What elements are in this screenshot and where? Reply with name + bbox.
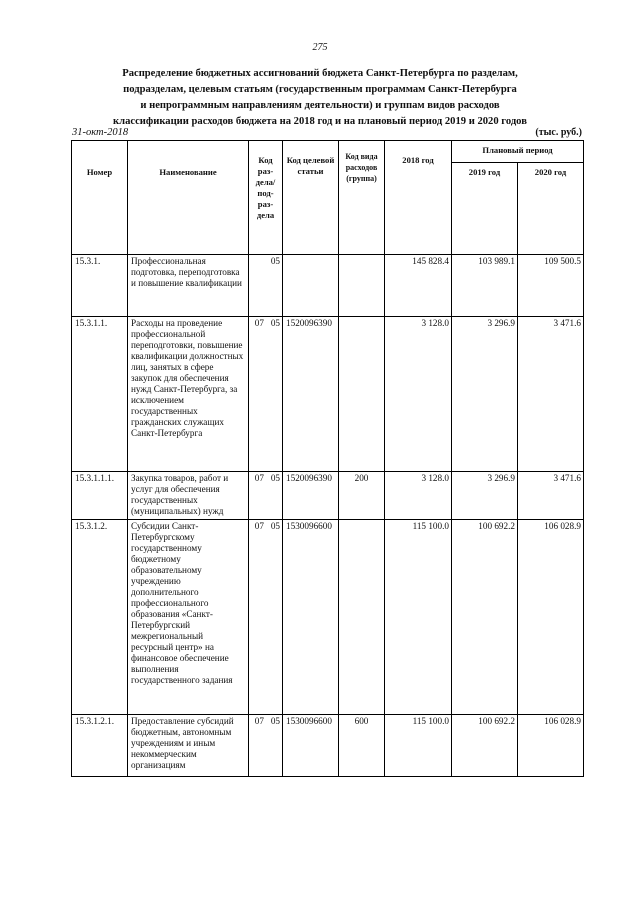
table-row — [72, 472, 584, 520]
title-line: классификации расходов бюджета на 2018 год и на плановый период 2019 и 2020 годов — [113, 116, 527, 127]
row-value-2019: 100 692.2 — [452, 715, 518, 777]
row-expense-type — [339, 520, 385, 715]
header-2018: 2018 год — [385, 141, 452, 255]
row-value-2019: 3 296.9 — [452, 317, 518, 472]
row-target-code: 1530096600 — [283, 715, 339, 777]
row-value-2018: 3 128.0 — [385, 472, 452, 520]
row-value-2020: 106 028.9 — [518, 715, 584, 777]
table-row — [72, 255, 584, 317]
row-value-2019: 103 989.1 — [452, 255, 518, 317]
header-expense-type: Код вида расходов (группа) — [339, 141, 385, 255]
row-target-code: 1520096390 — [283, 317, 339, 472]
header-2019: 2019 год — [452, 163, 518, 255]
row-number: 15.3.1.1.1. — [72, 472, 128, 520]
row-number: 15.3.1.2.1. — [72, 715, 128, 777]
row-expense-type: 200 — [339, 472, 385, 520]
row-value-2018: 115 100.0 — [385, 520, 452, 715]
title-line: подразделам, целевым статьям (государственным программам Санкт-Петербурга — [123, 84, 517, 95]
row-value-2019: 3 296.9 — [452, 472, 518, 520]
budget-table — [71, 140, 584, 777]
row-target-code — [283, 255, 339, 317]
table-row — [72, 715, 584, 777]
title-line: Распределение бюджетных ассигнований бюджета Санкт-Петербурга по разделам, — [122, 68, 518, 79]
title-line: и непрограммным направлениям деятельности) и группам видов расходов — [140, 100, 500, 111]
row-section-code: 05 — [249, 255, 283, 317]
table-row — [72, 520, 584, 715]
row-target-code: 1530096600 — [283, 520, 339, 715]
header-target-code: Код целевой статьи — [283, 141, 339, 255]
header-section-code: Код раз-дела/ под-раз-дела — [249, 141, 283, 255]
row-target-code: 1520096390 — [283, 472, 339, 520]
row-section-code: 07 05 — [249, 520, 283, 715]
row-expense-type — [339, 317, 385, 472]
row-value-2018: 145 828.4 — [385, 255, 452, 317]
row-value-2020: 106 028.9 — [518, 520, 584, 715]
row-value-2020: 3 471.6 — [518, 472, 584, 520]
row-section-code: 07 05 — [249, 472, 283, 520]
document-title — [60, 66, 580, 130]
row-name: Предоставление субсидий бюджетным, автономным учреждениям и иным некоммерческим организациям — [128, 715, 249, 777]
row-name: Закупка товаров, работ и услуг для обеспечения государственных (муниципальных) нужд — [128, 472, 249, 520]
row-value-2020: 3 471.6 — [518, 317, 584, 472]
row-name: Профессиональная подготовка, переподготовка и повышение квалификации — [128, 255, 249, 317]
header-2020: 2020 год — [518, 163, 584, 255]
header-number: Номер — [72, 141, 128, 255]
row-value-2018: 115 100.0 — [385, 715, 452, 777]
row-value-2019: 100 692.2 — [452, 520, 518, 715]
page-number: 275 — [312, 42, 328, 53]
row-section-code: 07 05 — [249, 317, 283, 472]
row-value-2020: 109 500.5 — [518, 255, 584, 317]
row-number: 15.3.1.2. — [72, 520, 128, 715]
row-number: 15.3.1. — [72, 255, 128, 317]
document-date: 31-окт-2018 — [72, 127, 129, 138]
units-label: (тыс. руб.) — [535, 127, 582, 138]
row-expense-type — [339, 255, 385, 317]
row-expense-type: 600 — [339, 715, 385, 777]
row-number: 15.3.1.1. — [72, 317, 128, 472]
table-row — [72, 317, 584, 472]
header-planned-period: Плановый период — [452, 141, 584, 163]
header-name: Наименование — [128, 141, 249, 255]
row-name: Субсидии Санкт-Петербургскому государственному бюджетному образовательному учреждению дополнительного профессионального образования «Санкт-Петербургский межрегиональный ресурсный центр» на финансовое обеспечение выполнения государственного задания — [128, 520, 249, 715]
row-name: Расходы на проведение профессиональной переподготовки, повышение квалификации должностных лиц, занятых в сфере закупок для обеспечения нужд Санкт-Петербурга, за исключением государственных гражданских служащих Санкт-Петербурга — [128, 317, 249, 472]
row-value-2018: 3 128.0 — [385, 317, 452, 472]
row-section-code: 07 05 — [249, 715, 283, 777]
